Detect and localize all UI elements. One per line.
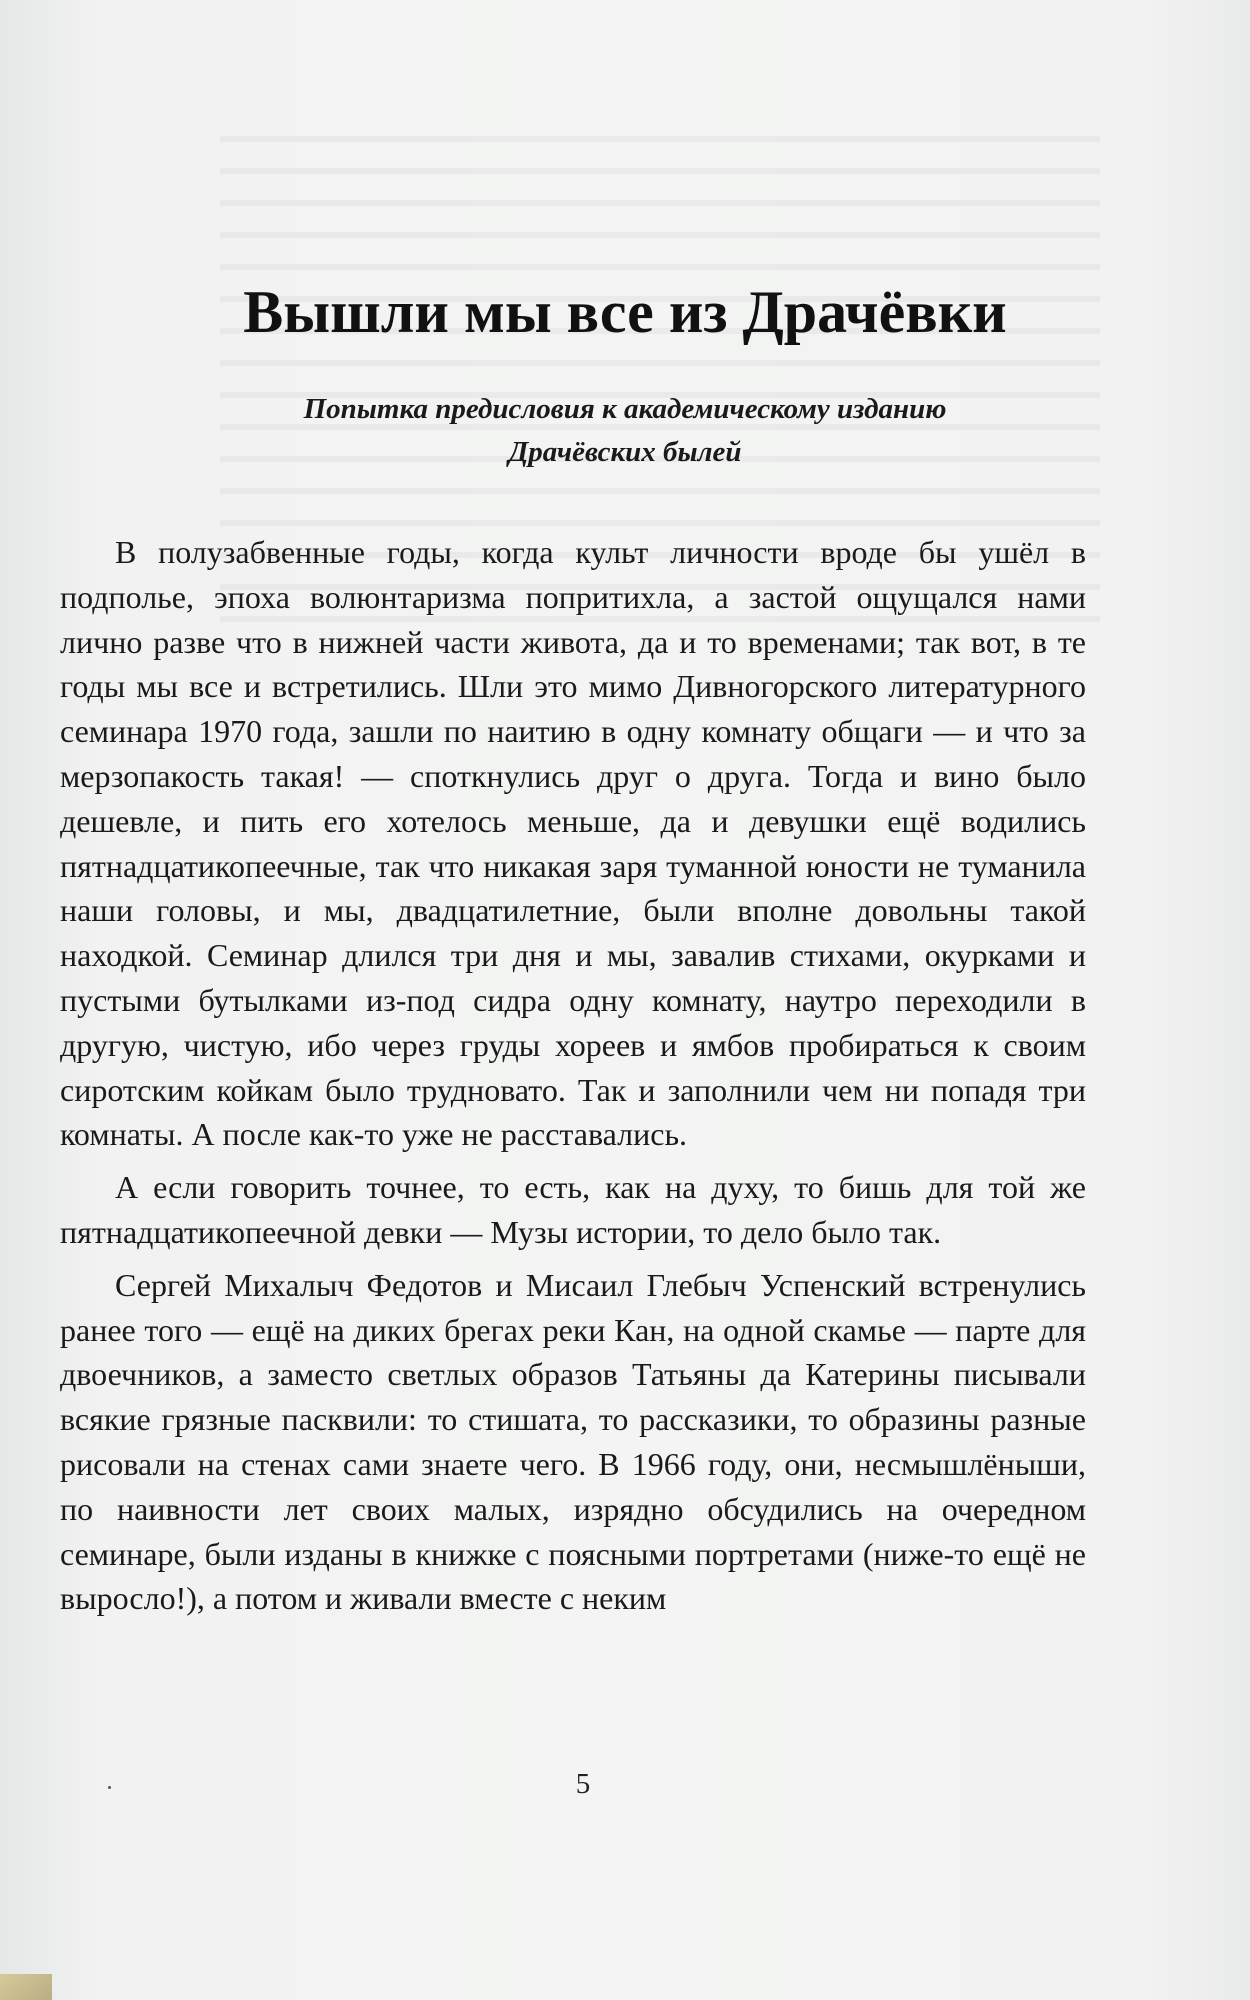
- paragraph-3: Сергей Михалыч Федотов и Мисаил Глебыч Успенский встренулись ранее того — ещё на диких брегах реки Кан, на одной скамье — парте для двоечников, а заместо светлых образов Татьяны да Катерины писывали всякие грязные пасквили: то стишата, то рассказики, то образины разные рисовали на стенах сами знаете чего. В 1966 году, они, несмышлёныши, по наивности лет своих малых, изрядно обсудились на очередном семинаре, были изданы в книжке с поясными портретами (ниже-то ещё не выросло!), а потом и живали вместе с неким: [60, 1266, 1086, 1617]
- paragraph-1: В полузабвенные годы, когда культ личности вроде бы ушёл в подполье, эпоха волюнтаризма попритихла, а застой ощущался нами лично разве что в нижней части живота, да и то временами; так вот, в те годы мы все и встретились. Шли это мимо Дивногорского литературного семинара 1970 года, зашли по наитию в одну комнату общаги — и что за мерзопакость такая! — споткнулись друг о друга. Тогда и вино было дешевле, и пить его хотелось меньше, да и девушки ещё водились пятнадцатикопеечные, так что никакая заря туманной юности не туманила наши головы, и мы, двадцатилетние, были вполне довольны такой находкой. Семинар длился три дня и мы, завалив стихами, окурками и пустыми бутылками из-под сидра одну комнату, наутро переходили в другую, чистую, ибо через груды хореев и ямбов пробираться к своим сиротским койкам было трудновато. Так и заполнили чем ни попадя три комнаты. А после как-то уже не расставались.: [60, 534, 1086, 1153]
- corner-mark: [0, 1974, 52, 2000]
- paragraph-2: А если говорить точнее, то есть, как на духу, то бишь для той же пятнадцатикопеечной девки — Музы истории, то дело было так.: [60, 1169, 1086, 1250]
- body-text: [60, 530, 1086, 1621]
- subtitle-line-2: Драчёвских былей: [508, 436, 742, 468]
- page-number: 5: [575, 1768, 591, 1800]
- chapter-subtitle: [120, 388, 1130, 474]
- chapter-title: Вышли мы все из Драчёвки: [243, 279, 1007, 345]
- subtitle-line-1: Попытка предисловия к академическому изданию: [303, 393, 947, 425]
